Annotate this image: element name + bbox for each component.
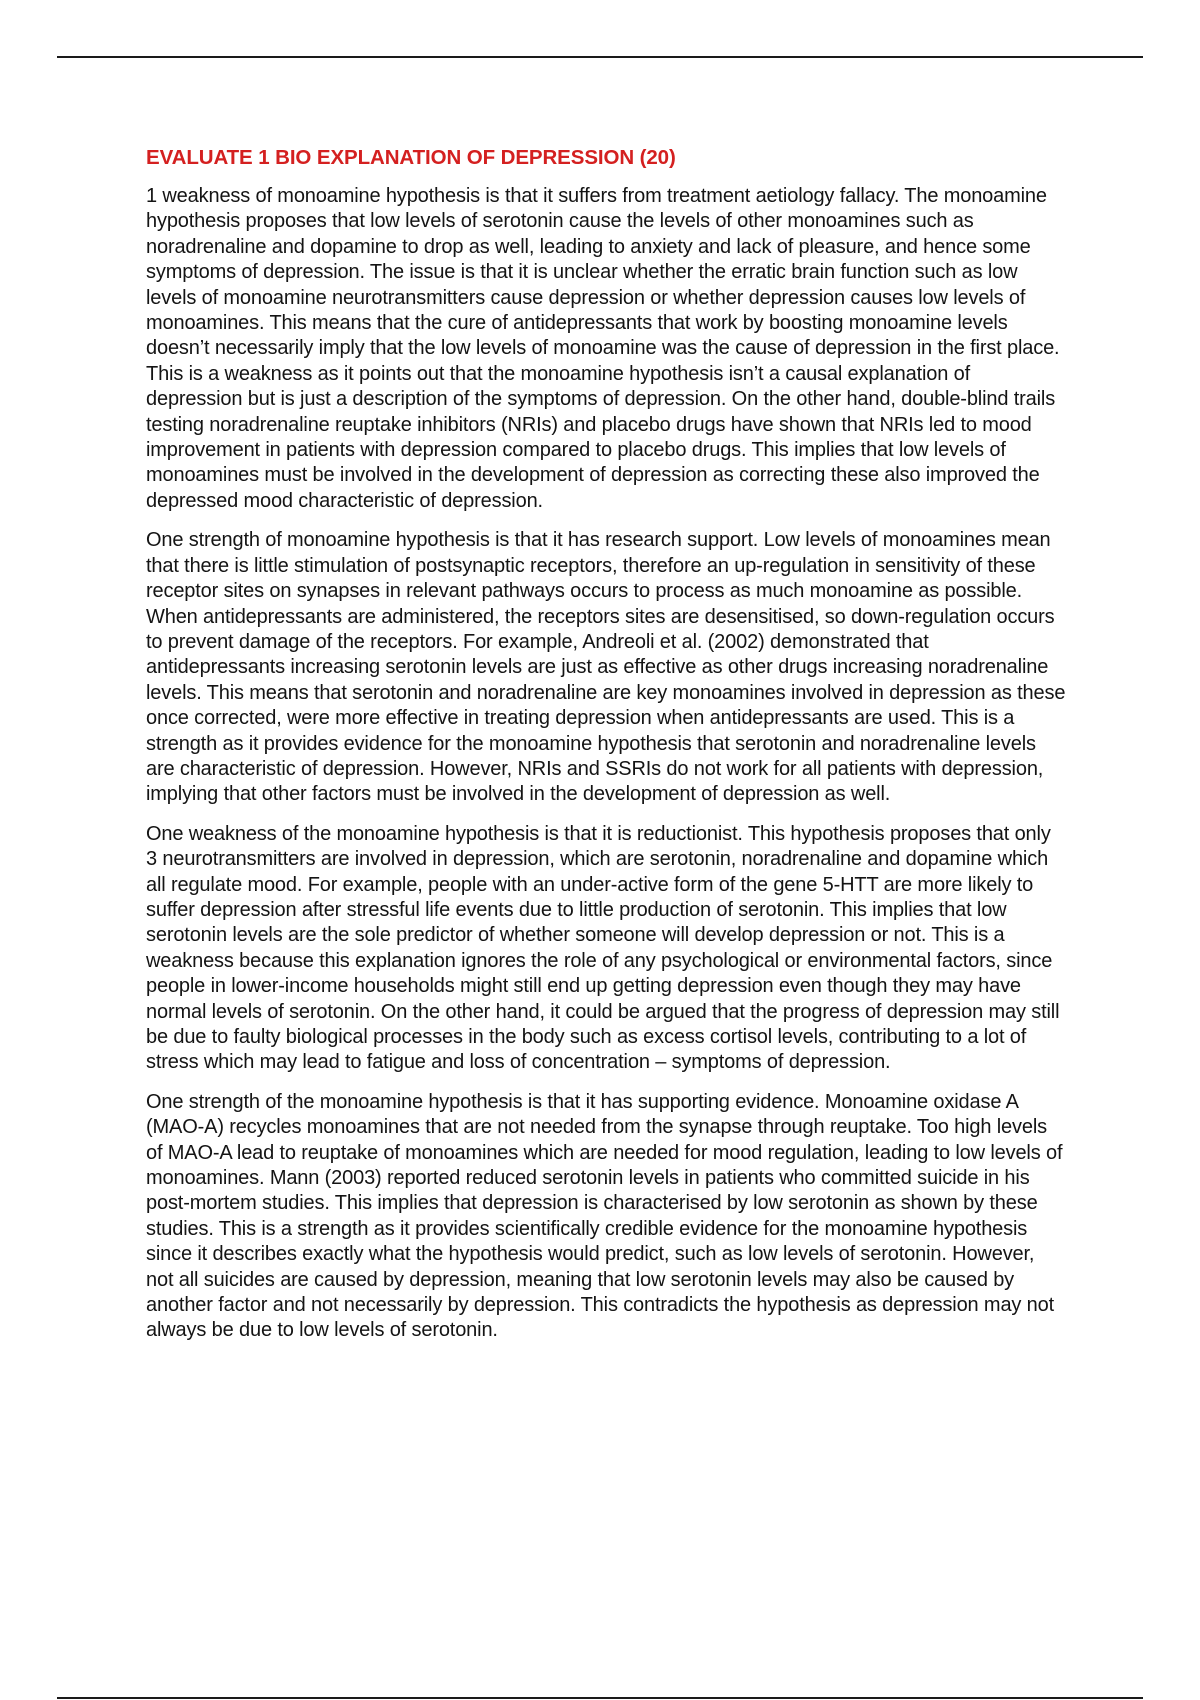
footer-rule <box>57 1697 1143 1699</box>
paragraph-2: One strength of monoamine hypothesis is that it has research support. Low levels of monoamines mean that there is little stimulation of postsynaptic receptors, therefore an up-regulation in sensitivity of these receptor sites on synapses in relevant pathways occurs to process as much monoamine as possible. When antidepressants are administered, the receptors sites are desensitised, so down-regulation occurs to prevent damage of the receptors. For example, Andreoli et al. (2002) demonstrated that antidepressants increasing serotonin levels are just as effective as other drugs increasing noradrenaline levels. This means that serotonin and noradrenaline are key monoamines involved in depression as these once corrected, were more effective in treating depression when antidepressants are used. This is a strength as it provides evidence for the monoamine hypothesis that serotonin and noradrenaline levels are characteristic of depression. However, NRIs and SSRIs do not work for all patients with depression, implying that other factors must be involved in the development of depression as well. <box>146 529 1066 806</box>
paragraph-4: One strength of the monoamine hypothesis is that it has supporting evidence. Monoamine oxidase A (MAO-A) recycles monoamines that are not needed from the synapse through reuptake. Too high levels of MAO-A lead to reuptake of monoamines which are needed for mood regulation, leading to low levels of monoamines. Mann (2003) reported reduced serotonin levels in patients who committed suicide in his post-mortem studies. This implies that depression is characterised by low serotonin as shown by these studies. This is a strength as it provides scientifically credible evidence for the monoamine hypothesis since it describes exactly what the hypothesis would predict, such as low levels of serotonin. However, not all suicides are caused by depression, meaning that low serotonin levels may also be caused by another factor and not necessarily by depression. This contradicts the hypothesis as depression may not always be due to low levels of serotonin. <box>146 1090 1063 1342</box>
paragraph-1: 1 weakness of monoamine hypothesis is that it suffers from treatment aetiology fallacy. The monoamine hypothesis proposes that low levels of serotonin cause the levels of other monoamines such as noradrenaline and dopamine to drop as well, leading to anxiety and lack of pleasure, and hence some symptoms of depression. The issue is that it is unclear whether the erratic brain function such as low levels of monoamine neurotransmitters cause depression or whether depression causes low levels of monoamines. This means that the cure of antidepressants that work by boosting monoamine levels doesn’t necessarily imply that the low levels of monoamine was the cause of depression in the first place. This is a weakness as it points out that the monoamine hypothesis isn’t a causal explanation of depression but is just a description of the symptoms of depression. On the other hand, double-blind trails testing noradrenaline reuptake inhibitors (NRIs) and placebo drugs have shown that NRIs led to mood improvement in patients with depression compared to placebo drugs. This implies that low levels of monoamines must be involved in the development of depression as correcting these also improved the depressed mood characteristic of depression. <box>146 185 1060 512</box>
document-body <box>146 145 1066 1358</box>
header-rule <box>57 56 1143 58</box>
essay-heading: EVALUATE 1 BIO EXPLANATION OF DEPRESSION (20) <box>146 146 676 169</box>
paragraph-3: One weakness of the monoamine hypothesis is that it is reductionist. This hypothesis proposes that only 3 neurotransmitters are involved in depression, which are serotonin, noradrenaline and dopamine which all regulate mood. For example, people with an under-active form of the gene 5-HTT are more likely to suffer depression after stressful life events due to little production of serotonin. This implies that low serotonin levels are the sole predictor of whether someone will develop depression or not. This is a weakness because this explanation ignores the role of any psychological or environmental factors, since people in lower-income households might still end up getting depression even though they may have normal levels of serotonin. On the other hand, it could be argued that the progress of depression may still be due to faulty biological processes in the body such as excess cortisol levels, contributing to a lot of stress which may lead to fatigue and loss of concentration – symptoms of depression. <box>146 822 1060 1074</box>
